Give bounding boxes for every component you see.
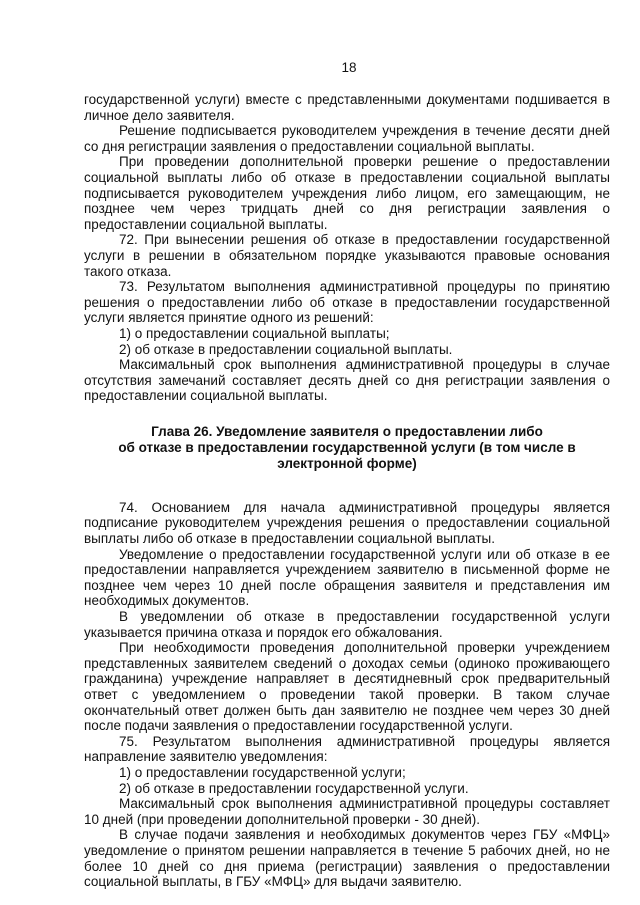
list-item: 1) о предоставлении государственной услуги; [119, 764, 406, 780]
section-before-heading [84, 92, 610, 404]
chapter-heading [84, 424, 610, 472]
chapter-heading-line-2: об отказе в предоставлении государственной услуги (в том числе в электронной форме) [118, 439, 576, 471]
chapter-heading-line-1: Глава 26. Уведомление заявителя о предоставлении либо [151, 423, 543, 439]
paragraph: 75. Результатом выполнения административной процедуры является направление заявителю уведомления: [84, 733, 610, 765]
list-item: 2) об отказе в предоставлении социальной выплаты. [119, 341, 453, 357]
list-item: 1) о предоставлении социальной выплаты; [119, 325, 390, 341]
section-after-heading [84, 500, 610, 890]
paragraph: 73. Результатом выполнения административной процедуры по принятию решения о предоставлении либо об отказе в предоставлении государственной услуги является принятие одного из решений: [84, 279, 610, 326]
paragraph: Уведомление о предоставлении государственной услуги или об отказе в ее предоставлении направляется учреждением заявителю в письменной форме не позднее чем через 10 дней после обращения заявителя и представления им необходимых документов. [84, 546, 610, 609]
paragraph: 74. Основанием для начала административной процедуры является подписание руководителем учреждения решения о предоставлении социальной выплаты либо об отказе в предоставлении социальной выплаты. [84, 499, 610, 547]
paragraph: При проведении дополнительной проверки решение о предоставлении социальной выплаты либо об отказе в предоставлении социальной выплаты подписывается руководителем учреждения либо лицом, его замещающим, не позднее чем через тридцать дней со дня регистрации заявления о предоставлении социальной выплаты. [84, 154, 610, 232]
paragraph: В уведомлении об отказе в предоставлении государственной услуги указывается причина отказа и порядок его обжалования. [84, 609, 610, 640]
paragraph: Решение подписывается руководителем учреждения в течение десяти дней со дня регистрации заявления о предоставлении социальной выплаты. [84, 123, 610, 154]
page-number: 18 [341, 60, 357, 75]
paragraph: государственной услуги) вместе с представленными документами подшивается в личное дело заявителя. [84, 92, 610, 123]
paragraph: В случае подачи заявления и необходимых документов через ГБУ «МФЦ» уведомление о принятом решении направляется в течение 5 рабочих дней, но не более 10 дней со дня приема (регистрации) заявления о предоставлении социальной выплаты, в ГБУ «МФЦ» для выдачи заявителю. [84, 827, 610, 890]
list-item: 2) об отказе в предоставлении государственной услуги. [119, 780, 469, 796]
paragraph: Максимальный срок выполнения административной процедуры в случае отсутствия замечаний составляет десять дней со дня регистрации заявления о предоставлении социальной выплаты. [84, 357, 610, 404]
paragraph: Максимальный срок выполнения административной процедуры составляет 10 дней (при проведении дополнительной проверки - 30 дней). [84, 796, 610, 827]
paragraph: 72. При вынесении решения об отказе в предоставлении государственной услуги в решении в обязательном порядке указываются правовые основания такого отказа. [84, 232, 610, 279]
paragraph: При необходимости проведения дополнительной проверки учреждением представленных заявителем сведений о доходах семьи (одиноко проживающего гражданина) учреждение направляет в десятидневный срок предварительный ответ с уведомлением о проведении такой проверки. В таком случае окончательный ответ должен быть дан заявителю не позднее чем через 30 дней после подачи заявления о предоставлении государственной услуги. [84, 640, 610, 734]
